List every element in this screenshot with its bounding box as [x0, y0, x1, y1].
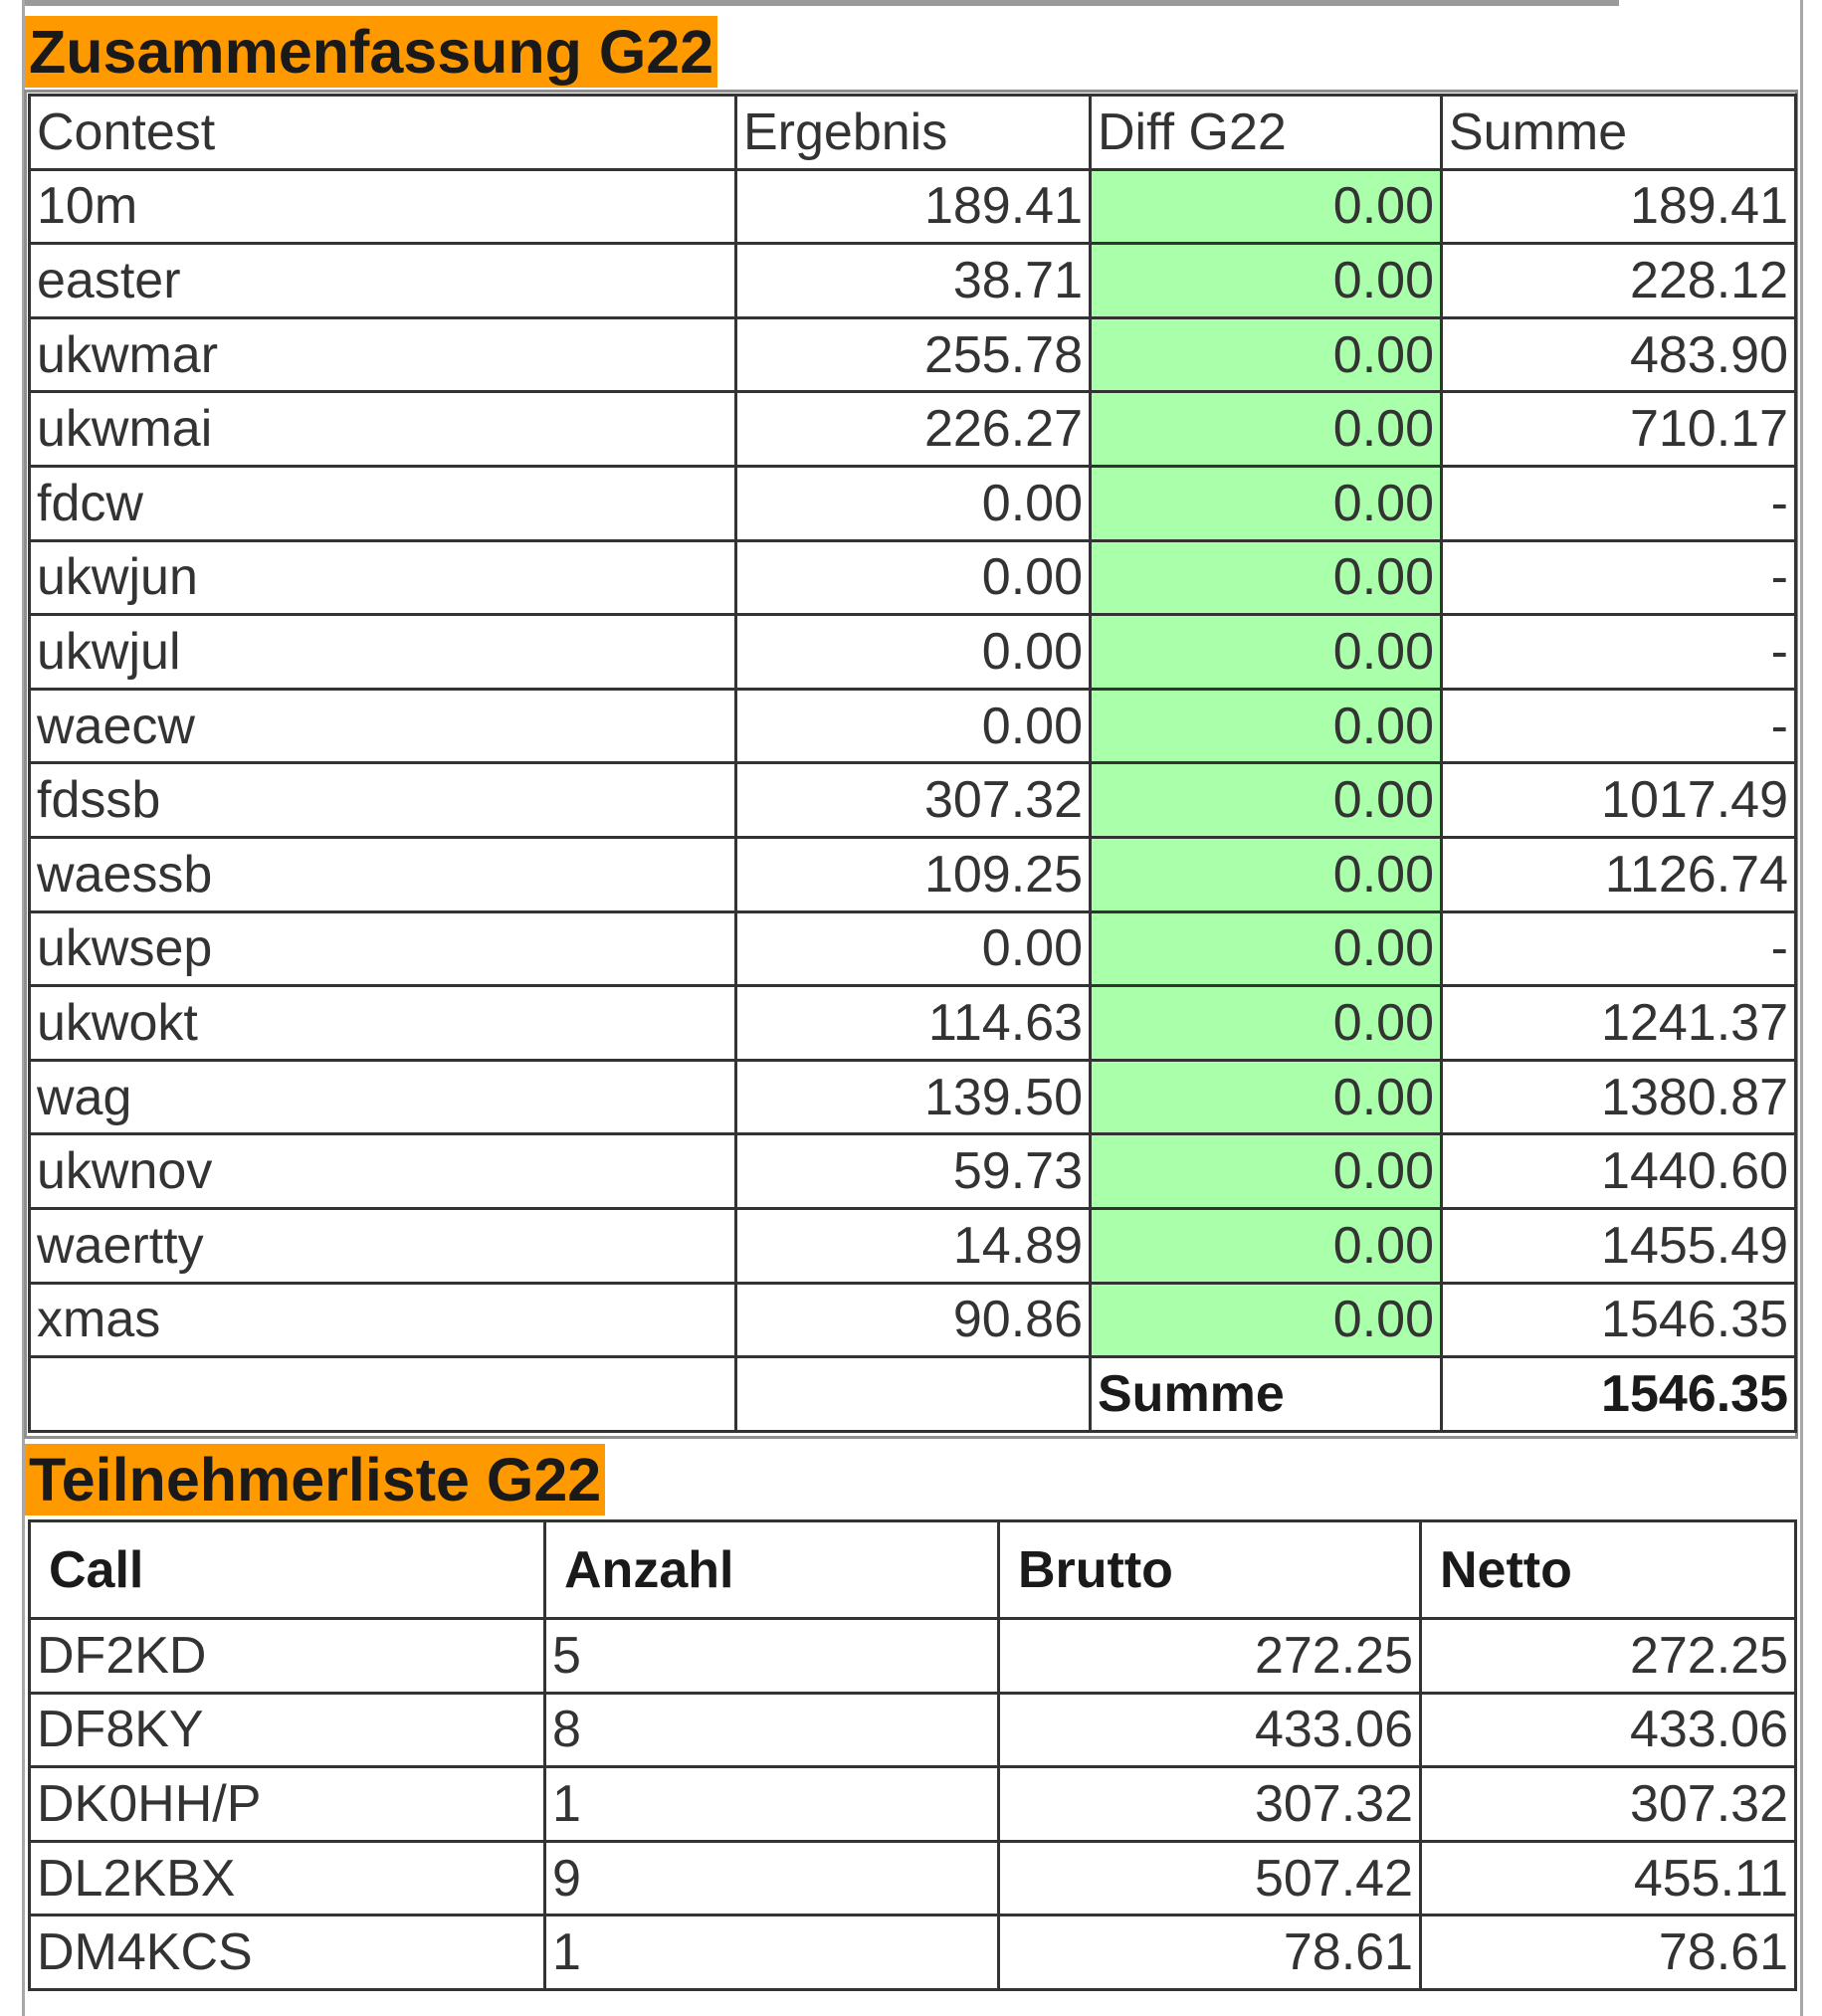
sum-cell: 228.12 — [1442, 244, 1796, 318]
result-cell: 307.32 — [736, 763, 1091, 838]
call-cell: DL2KBX — [30, 1841, 545, 1915]
table-row — [30, 244, 1796, 318]
participants-table — [28, 1519, 1797, 1991]
column-header-sum: Summe — [1442, 96, 1796, 170]
summary-header-row — [30, 96, 1796, 170]
count-cell: 1 — [545, 1915, 999, 1990]
table-row — [30, 540, 1796, 615]
net-cell: 272.25 — [1421, 1619, 1796, 1694]
table-row — [30, 615, 1796, 690]
count-cell: 9 — [545, 1841, 999, 1915]
table-row — [30, 317, 1796, 392]
gross-cell: 433.06 — [999, 1693, 1421, 1767]
result-cell: 189.41 — [736, 169, 1091, 244]
contest-cell: 10m — [30, 169, 736, 244]
sum-cell: 1440.60 — [1442, 1134, 1796, 1209]
diff-cell: 0.00 — [1091, 763, 1442, 838]
result-cell: 0.00 — [736, 466, 1091, 540]
net-cell: 455.11 — [1421, 1841, 1796, 1915]
column-header-gross: Brutto — [999, 1521, 1421, 1619]
total-label: Summe — [1091, 1357, 1442, 1432]
count-cell: 8 — [545, 1693, 999, 1767]
total-empty-cell — [736, 1357, 1091, 1432]
call-cell: DK0HH/P — [30, 1767, 545, 1842]
diff-cell: 0.00 — [1091, 986, 1442, 1061]
net-cell: 433.06 — [1421, 1693, 1796, 1767]
column-header-contest: Contest — [30, 96, 736, 170]
result-cell: 59.73 — [736, 1134, 1091, 1209]
diff-cell: 0.00 — [1091, 615, 1442, 690]
result-cell: 14.89 — [736, 1208, 1091, 1283]
contest-cell: ukwmar — [30, 317, 736, 392]
sum-cell: 189.41 — [1442, 169, 1796, 244]
sum-cell: 1546.35 — [1442, 1283, 1796, 1357]
net-cell: 78.61 — [1421, 1915, 1796, 1990]
diff-cell: 0.00 — [1091, 689, 1442, 763]
contest-cell: ukwokt — [30, 986, 736, 1061]
diff-cell: 0.00 — [1091, 1283, 1442, 1357]
diff-cell: 0.00 — [1091, 1060, 1442, 1134]
call-cell: DF8KY — [30, 1693, 545, 1767]
column-header-call: Call — [30, 1521, 545, 1619]
sum-cell: 483.90 — [1442, 317, 1796, 392]
sum-cell: - — [1442, 689, 1796, 763]
table-row — [30, 169, 1796, 244]
net-cell: 307.32 — [1421, 1767, 1796, 1842]
table-row — [30, 1619, 1796, 1694]
diff-cell: 0.00 — [1091, 911, 1442, 986]
sum-cell: 1380.87 — [1442, 1060, 1796, 1134]
contest-cell: fdssb — [30, 763, 736, 838]
table-row — [30, 986, 1796, 1061]
table-row — [30, 392, 1796, 467]
result-cell: 0.00 — [736, 540, 1091, 615]
participants-header-row — [30, 1521, 1796, 1619]
diff-cell: 0.00 — [1091, 466, 1442, 540]
diff-cell: 0.00 — [1091, 392, 1442, 467]
result-cell: 0.00 — [736, 615, 1091, 690]
column-header-net: Netto — [1421, 1521, 1796, 1619]
sum-cell: - — [1442, 540, 1796, 615]
contest-cell: fdcw — [30, 466, 736, 540]
contest-cell: waecw — [30, 689, 736, 763]
table-row — [30, 1915, 1796, 1990]
contest-cell: ukwjul — [30, 615, 736, 690]
contest-cell: xmas — [30, 1283, 736, 1357]
column-header-count: Anzahl — [545, 1521, 999, 1619]
result-cell: 0.00 — [736, 911, 1091, 986]
call-cell: DM4KCS — [30, 1915, 545, 1990]
table-row — [30, 1693, 1796, 1767]
result-cell: 90.86 — [736, 1283, 1091, 1357]
total-value: 1546.35 — [1442, 1357, 1796, 1432]
table-row — [30, 1208, 1796, 1283]
contest-cell: wag — [30, 1060, 736, 1134]
result-cell: 226.27 — [736, 392, 1091, 467]
diff-cell: 0.00 — [1091, 1208, 1442, 1283]
column-header-result: Ergebnis — [736, 96, 1091, 170]
sum-cell: - — [1442, 615, 1796, 690]
column-header-diff: Diff G22 — [1091, 96, 1442, 170]
result-cell: 255.78 — [736, 317, 1091, 392]
diff-cell: 0.00 — [1091, 244, 1442, 318]
sum-cell: - — [1442, 911, 1796, 986]
table-row — [30, 1841, 1796, 1915]
contest-cell: easter — [30, 244, 736, 318]
contest-cell: ukwjun — [30, 540, 736, 615]
gross-cell: 272.25 — [999, 1619, 1421, 1694]
gross-cell: 78.61 — [999, 1915, 1421, 1990]
diff-cell: 0.00 — [1091, 1134, 1442, 1209]
diff-cell: 0.00 — [1091, 317, 1442, 392]
diff-cell: 0.00 — [1091, 169, 1442, 244]
diff-cell: 0.00 — [1091, 837, 1442, 911]
table-row — [30, 689, 1796, 763]
result-cell: 114.63 — [736, 986, 1091, 1061]
gross-cell: 307.32 — [999, 1767, 1421, 1842]
result-cell: 0.00 — [736, 689, 1091, 763]
contest-cell: ukwmai — [30, 392, 736, 467]
sum-cell: 1455.49 — [1442, 1208, 1796, 1283]
result-cell: 38.71 — [736, 244, 1091, 318]
table-row — [30, 1283, 1796, 1357]
table-row — [30, 837, 1796, 911]
total-empty-cell — [30, 1357, 736, 1432]
gross-cell: 507.42 — [999, 1841, 1421, 1915]
sum-cell: 1126.74 — [1442, 837, 1796, 911]
summary-title: Zusammenfassung G22 — [25, 16, 717, 88]
table-row — [30, 1767, 1796, 1842]
contest-cell: ukwsep — [30, 911, 736, 986]
count-cell: 5 — [545, 1619, 999, 1694]
result-cell: 139.50 — [736, 1060, 1091, 1134]
table-row — [30, 763, 1796, 838]
sum-cell: 710.17 — [1442, 392, 1796, 467]
participants-title: Teilnehmerliste G22 — [25, 1444, 605, 1515]
sum-cell: - — [1442, 466, 1796, 540]
count-cell: 1 — [545, 1767, 999, 1842]
contest-cell: waertty — [30, 1208, 736, 1283]
sum-cell: 1017.49 — [1442, 763, 1796, 838]
table-row — [30, 1134, 1796, 1209]
table-row — [30, 466, 1796, 540]
summary-total-row — [30, 1357, 1796, 1432]
result-cell: 109.25 — [736, 837, 1091, 911]
diff-cell: 0.00 — [1091, 540, 1442, 615]
sum-cell: 1241.37 — [1442, 986, 1796, 1061]
call-cell: DF2KD — [30, 1619, 545, 1694]
contest-cell: waessb — [30, 837, 736, 911]
contest-cell: ukwnov — [30, 1134, 736, 1209]
table-row — [30, 1060, 1796, 1134]
summary-table — [28, 94, 1797, 1433]
table-row — [30, 911, 1796, 986]
